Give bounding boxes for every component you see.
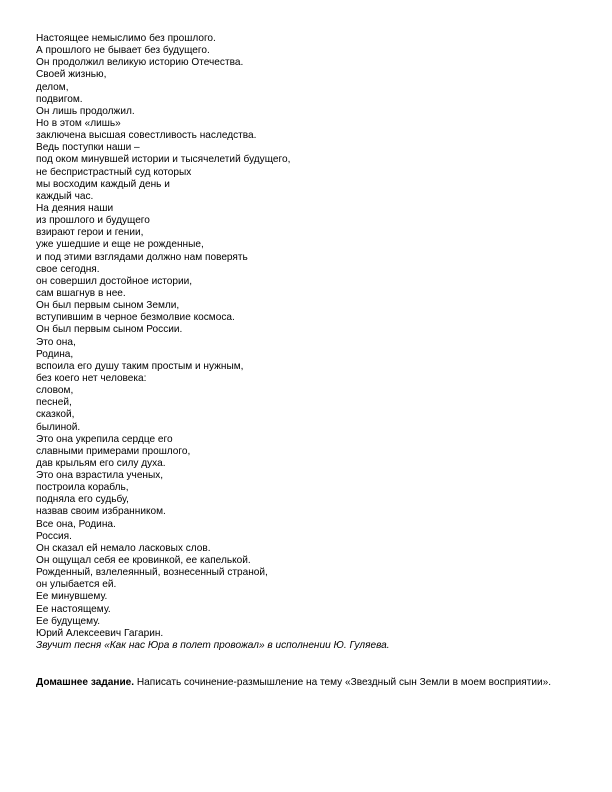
poem-line: Ее минувшему. [36,591,108,603]
poem-line: делом, [36,81,69,93]
poem-line: сам вшагнув в нее. [36,287,126,299]
poem-line: он улыбается ей. [36,579,117,591]
poem-line: Настоящее немыслимо без прошлого. [36,33,216,44]
poem-line: не беспристрастный суд которых [36,166,192,178]
poem-line: подвигом. [36,93,83,105]
song-note: Звучит песня «Как нас Юра в полет провожал» в исполнении Ю. Гуляева. [36,640,390,652]
poem-line: славными примерами прошлого, [36,445,191,457]
poem-line: Юрий Алексеевич Гагарин. [36,627,164,639]
poem-line: свое сегодня. [36,263,100,275]
poem-line: без коего нет человека: [36,372,147,384]
poem-line: Своей жизнью, [36,69,107,81]
poem-line: назвав своим избранником. [36,506,166,518]
homework-text: Написать сочинение-размышление на тему «Звездный сын Земли в моем восприятии». [134,677,552,688]
poem-line: Родина, [36,348,74,360]
poem-line: уже ушедшие и еще не рожденные, [36,239,204,251]
poem-line: Но в этом «лишь» [36,117,121,129]
poem-line: Это она взрастила ученых, [36,470,164,482]
poem-line: подняла его судьбу, [36,494,129,506]
poem-line: Это она укрепила сердце его [36,433,173,445]
poem-line: дав крыльям его силу духа. [36,457,166,469]
poem-line: На деяния наши [36,202,114,214]
poem-line: заключена высшая совестливость наследства. [36,130,257,142]
homework-assignment [36,677,596,690]
poem-line: мы восходим каждый день и [36,178,170,190]
poem-line: Рожденный, взлелеянный, вознесенный страной, [36,567,268,579]
poem-text [36,33,576,652]
poem-line: Он сказал ей немало ласковых слов. [36,542,211,554]
poem-line: взирают герои и гении, [36,227,144,239]
poem-line: под оком минувшей истории и тысячелетий будущего, [36,154,291,166]
poem-line: построила корабль, [36,482,129,494]
poem-line: Ведь поступки наши – [36,142,140,154]
poem-line: Все она, Родина. [36,518,116,530]
poem-line: он совершил достойное истории, [36,275,193,287]
poem-line: и под этими взглядами должно нам поверять [36,251,248,263]
poem-line: вспоила его душу таким простым и нужным, [36,360,244,372]
poem-line: Россия. [36,530,72,542]
homework-label: Домашнее задание. [36,677,135,688]
poem-line: былиной. [36,421,81,433]
poem-line: каждый час. [36,190,94,202]
poem-line: Ее настоящему. [36,603,111,615]
poem-line: Ее будущему. [36,615,101,627]
poem-line: сказкой, [36,409,75,421]
poem-line: вступившим в черное безмолвие космоса. [36,312,235,324]
poem-line: Он лишь продолжил. [36,105,135,117]
poem-line: А прошлого не бывает без будущего. [36,45,210,57]
poem-line: из прошлого и будущего [36,215,150,227]
poem-line: Он продолжил великую историю Отечества. [36,57,244,69]
poem-line: Он был первым сыном России. [36,324,183,336]
poem-line: словом, [36,385,74,397]
poem-line: Это она, [36,336,76,348]
poem-line: Он ощущал себя ее кровинкой, ее капелькой. [36,555,251,567]
poem-line: Он был первым сыном Земли, [36,300,180,312]
poem-line: песней, [36,397,72,409]
